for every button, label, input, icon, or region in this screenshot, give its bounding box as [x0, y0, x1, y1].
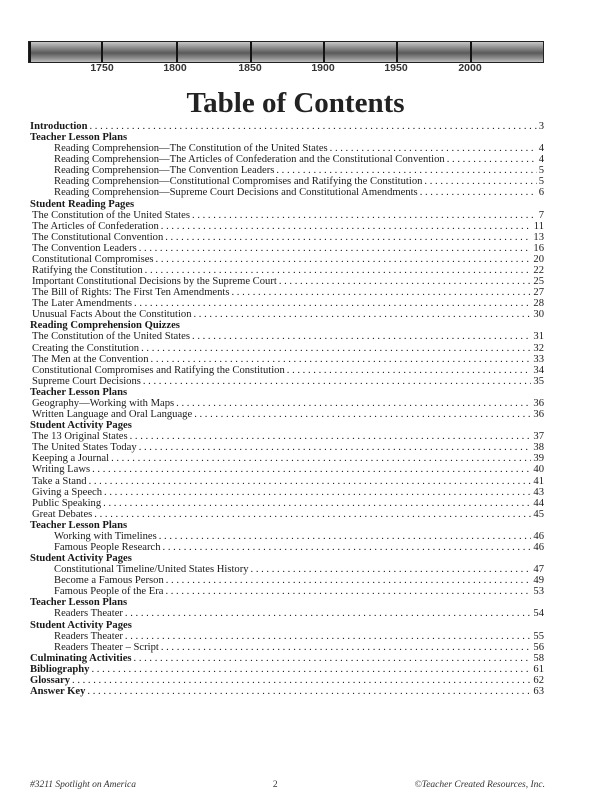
toc-dot-leader	[139, 442, 532, 453]
toc-entry-title: Reading Comprehension—The Convention Leaders	[54, 165, 275, 177]
toc-entry	[30, 442, 544, 453]
toc-dot-leader	[163, 542, 532, 553]
toc-section-heading	[30, 620, 544, 631]
toc-entry-title: Student Activity Pages	[30, 420, 132, 432]
footer-page-number: 2	[272, 780, 278, 790]
toc-dot-leader	[104, 487, 531, 498]
toc-dot-leader	[232, 287, 532, 298]
toc-entry	[30, 509, 544, 520]
toc-page-number: 28	[533, 298, 544, 310]
toc-entry-title: The Men at the Convention	[32, 353, 149, 365]
toc-dot-leader	[125, 631, 531, 642]
toc-entry	[30, 232, 544, 243]
toc-page-number: 46	[533, 530, 544, 542]
toc-entry	[30, 642, 544, 653]
toc-entry-title: The Convention Leaders	[32, 242, 137, 254]
toc-dot-leader	[166, 575, 532, 586]
timeline-label-1950: 1950	[384, 62, 408, 74]
toc-entry	[30, 343, 544, 354]
toc-page-number: 38	[533, 442, 544, 454]
toc-entry-title: The Constitution of the United States	[32, 331, 191, 343]
toc-entry	[30, 575, 544, 586]
timeline-bar	[28, 41, 544, 63]
toc-dot-leader	[165, 586, 531, 597]
toc-entry	[30, 431, 544, 442]
toc-page-number: 16	[533, 242, 544, 254]
toc-dot-leader	[251, 564, 532, 575]
toc-entry-title: Student Reading Pages	[30, 198, 135, 210]
toc-page-number: 63	[533, 685, 544, 697]
toc-dot-leader	[192, 210, 537, 221]
toc-entry-title: Reading Comprehension Quizzes	[30, 320, 180, 332]
toc-dot-leader	[145, 265, 532, 276]
toc-entry-title: Creating the Constitution	[32, 342, 140, 354]
toc-page-number: 49	[533, 575, 544, 587]
toc-entry-title: Famous People Research	[54, 541, 161, 553]
toc-page-number: 32	[533, 342, 544, 354]
toc-page-number: 35	[533, 375, 544, 387]
toc-entry	[30, 165, 544, 176]
toc-entry-title: Reading Comprehension—Constitutional Compromises and Ratifying the Constitution	[54, 176, 423, 188]
toc-entry-title: Important Constitutional Decisions by the Supreme Court	[32, 276, 277, 288]
toc-entry-title: Readers Theater	[54, 630, 123, 642]
timeline-label-1750: 1750	[90, 62, 114, 74]
toc-entry	[30, 154, 544, 165]
toc-dot-leader	[194, 409, 531, 420]
toc-dot-leader	[72, 675, 531, 686]
timeline-tick	[396, 42, 398, 62]
toc-entry-title: Culminating Activities	[30, 652, 132, 664]
toc-section-heading	[30, 132, 544, 143]
toc-section-heading	[30, 553, 544, 564]
toc-dot-leader	[192, 331, 531, 342]
toc-dot-leader	[330, 143, 537, 154]
toc-page-number: 56	[533, 641, 544, 653]
toc-entry-title: Readers Theater – Script	[54, 641, 159, 653]
toc-page-number: 11	[533, 220, 544, 232]
toc-entry	[30, 608, 544, 619]
toc-page-number: 5	[538, 165, 544, 177]
toc-entry-title: The Articles of Confederation	[32, 220, 159, 232]
toc-entry	[30, 365, 544, 376]
toc-dot-leader	[161, 642, 532, 653]
toc-entry	[30, 309, 544, 320]
timeline-tick	[29, 42, 31, 62]
toc-entry-title: Student Activity Pages	[30, 553, 132, 565]
toc-entry-title: The 13 Original States	[32, 431, 128, 443]
page-footer	[30, 780, 545, 790]
toc-entry-title: Bibliography	[30, 663, 90, 675]
toc-entry-title: The United States Today	[32, 442, 137, 454]
toc-entry-title: The Bill of Rights: The First Ten Amendments	[32, 287, 230, 299]
toc-page-number: 40	[533, 464, 544, 476]
toc-page-number: 54	[533, 608, 544, 620]
toc-page-number: 22	[533, 265, 544, 277]
toc-entry-title: Working with Timelines	[54, 530, 157, 542]
toc-entry-title: Student Activity Pages	[30, 619, 132, 631]
toc-entry	[30, 631, 544, 642]
toc-dot-leader	[125, 608, 531, 619]
toc-entry	[30, 354, 544, 365]
toc-entry	[30, 542, 544, 553]
timeline-tick	[250, 42, 252, 62]
toc-entry-title: Constitutional Compromises and Ratifying the Constitution	[32, 364, 285, 376]
toc-dot-leader	[134, 653, 532, 664]
toc-dot-leader	[94, 509, 531, 520]
toc-dot-leader	[420, 187, 537, 198]
toc-dot-leader	[176, 398, 531, 409]
toc-entry	[30, 498, 544, 509]
toc-dot-leader	[89, 476, 532, 487]
toc-page-number: 44	[533, 497, 544, 509]
toc-entry-title: Public Speaking	[32, 497, 102, 509]
toc-page-number: 4	[538, 154, 544, 166]
toc-page-number: 13	[533, 231, 544, 243]
toc-page-number: 47	[533, 564, 544, 576]
toc-dot-leader	[139, 243, 532, 254]
toc-dot-leader	[103, 498, 531, 509]
toc-entry-title: Reading Comprehension—The Articles of Confederation and the Constitutional Convention	[54, 154, 445, 166]
toc-page-number: 61	[533, 663, 544, 675]
toc-entry-title: Giving a Speech	[32, 486, 103, 498]
toc-entry	[30, 298, 544, 309]
toc-entry-title: Reading Comprehension—Supreme Court Decisions and Constitutional Amendments	[54, 187, 418, 199]
toc-entry	[30, 265, 544, 276]
toc-entry-title: The Constitution of the United States	[32, 209, 191, 221]
toc-entry-title: The Constitutional Convention	[32, 231, 164, 243]
toc-entry-title: Glossary	[30, 674, 71, 686]
timeline-label-1900: 1900	[311, 62, 335, 74]
toc-page-number: 20	[533, 253, 544, 265]
footer-publisher: ©Teacher Created Resources, Inc.	[414, 780, 545, 790]
toc-entry	[30, 564, 544, 575]
timeline-tick	[101, 42, 103, 62]
toc-dot-leader	[287, 365, 532, 376]
toc-entry	[30, 221, 544, 232]
toc-entry-title: Keeping a Journal	[32, 453, 110, 465]
toc-section-heading	[30, 597, 544, 608]
toc-entry-title: Answer Key	[30, 685, 86, 697]
toc-entry-title: Take a Stand	[32, 475, 87, 487]
toc-entry	[30, 187, 544, 198]
timeline-tick	[176, 42, 178, 62]
toc-dot-leader	[91, 664, 531, 675]
toc-dot-leader	[161, 221, 532, 232]
toc-entry	[30, 331, 544, 342]
toc-dot-leader	[143, 376, 532, 387]
toc-page-number: 25	[533, 276, 544, 288]
toc-dot-leader	[159, 531, 532, 542]
toc-page-number: 3	[538, 121, 544, 132]
toc-dot-leader	[279, 276, 532, 287]
page-title: Table of Contents	[186, 87, 405, 119]
toc-page-number: 34	[533, 364, 544, 376]
toc-entry	[30, 287, 544, 298]
toc-entry-title: Teacher Lesson Plans	[30, 386, 128, 398]
toc-page-number: 46	[533, 541, 544, 553]
toc-entry-title: Teacher Lesson Plans	[30, 597, 128, 609]
toc-page-number: 36	[533, 397, 544, 409]
toc-page-number: 43	[533, 486, 544, 498]
toc-page-number: 53	[533, 586, 544, 598]
toc-page-number: 33	[533, 353, 544, 365]
toc-entry	[30, 453, 544, 464]
toc-page-number: 31	[533, 331, 544, 343]
toc-entry	[30, 376, 544, 387]
toc-entry-title: Become a Famous Person	[54, 575, 164, 587]
toc-dot-leader	[276, 165, 536, 176]
toc-entry	[30, 586, 544, 597]
toc-section-heading	[30, 653, 544, 664]
toc-entry	[30, 476, 544, 487]
toc-dot-leader	[141, 343, 531, 354]
toc-entry-title: Written Language and Oral Language	[32, 409, 193, 421]
toc-dot-leader	[92, 464, 531, 475]
toc-entry-title: Ratifying the Constitution	[32, 265, 143, 277]
toc-entry-title: Famous People of the Era	[54, 586, 164, 598]
toc-entry-title: Introduction	[30, 121, 88, 132]
toc-page-number: 39	[533, 453, 544, 465]
toc-dot-leader	[130, 431, 532, 442]
toc-entry	[30, 254, 544, 265]
timeline-label-1800: 1800	[163, 62, 187, 74]
toc-dot-leader	[87, 686, 531, 697]
toc-entry	[30, 143, 544, 154]
toc-page-number: 7	[538, 209, 544, 221]
toc-page-number: 5	[538, 176, 544, 188]
toc-page-number: 37	[533, 431, 544, 443]
toc-section-heading	[30, 664, 544, 675]
toc-dot-leader	[447, 154, 537, 165]
toc-section-heading	[30, 121, 544, 132]
toc-page-number: 27	[533, 287, 544, 299]
toc-page-number: 36	[533, 409, 544, 421]
toc-page-number: 55	[533, 630, 544, 642]
toc-entry-title: Great Debates	[32, 508, 93, 520]
toc-entry-title: Teacher Lesson Plans	[30, 519, 128, 531]
toc-entry	[30, 210, 544, 221]
toc-dot-leader	[165, 232, 531, 243]
toc-entry	[30, 398, 544, 409]
timeline-label-1850: 1850	[238, 62, 262, 74]
timeline-tick	[323, 42, 325, 62]
toc-section-heading	[30, 686, 544, 697]
toc-page-number: 4	[538, 143, 544, 155]
toc-entry-title: Teacher Lesson Plans	[30, 132, 128, 144]
table-of-contents	[30, 121, 544, 697]
toc-entry-title: The Later Amendments	[32, 298, 133, 310]
toc-section-heading	[30, 420, 544, 431]
toc-entry-title: Supreme Court Decisions	[32, 375, 141, 387]
footer-book-title: #3211 Spotlight on America	[30, 780, 136, 790]
timeline-tick	[470, 42, 472, 62]
toc-entry	[30, 531, 544, 542]
toc-entry	[30, 464, 544, 475]
toc-section-heading	[30, 387, 544, 398]
toc-dot-leader	[156, 254, 532, 265]
toc-page-number: 58	[533, 652, 544, 664]
toc-entry-title: Reading Comprehension—The Constitution of the United States	[54, 143, 328, 155]
timeline-label-2000: 2000	[458, 62, 482, 74]
toc-section-heading	[30, 199, 544, 210]
toc-entry-title: Readers Theater	[54, 608, 123, 620]
toc-dot-leader	[111, 453, 531, 464]
toc-page-number: 62	[533, 674, 544, 686]
toc-dot-leader	[424, 176, 536, 187]
toc-dot-leader	[151, 354, 532, 365]
toc-section-heading	[30, 520, 544, 531]
toc-section-heading	[30, 320, 544, 331]
toc-entry	[30, 409, 544, 420]
toc-page-number: 41	[533, 475, 544, 487]
toc-dot-leader	[194, 309, 532, 320]
toc-entry-title: Constitutional Compromises	[32, 253, 154, 265]
toc-entry	[30, 243, 544, 254]
toc-entry-title: Writing Laws	[32, 464, 91, 476]
toc-entry	[30, 276, 544, 287]
toc-page-number: 30	[533, 309, 544, 321]
toc-dot-leader	[134, 298, 531, 309]
toc-entry-title: Constitutional Timeline/United States History	[54, 564, 249, 576]
toc-page-number: 45	[533, 508, 544, 520]
toc-dot-leader	[90, 121, 537, 132]
toc-entry	[30, 176, 544, 187]
toc-entry-title: Unusual Facts About the Constitution	[32, 309, 192, 321]
toc-page-number: 6	[538, 187, 544, 199]
toc-section-heading	[30, 675, 544, 686]
toc-entry-title: Geography—Working with Maps	[32, 397, 175, 409]
toc-entry	[30, 487, 544, 498]
